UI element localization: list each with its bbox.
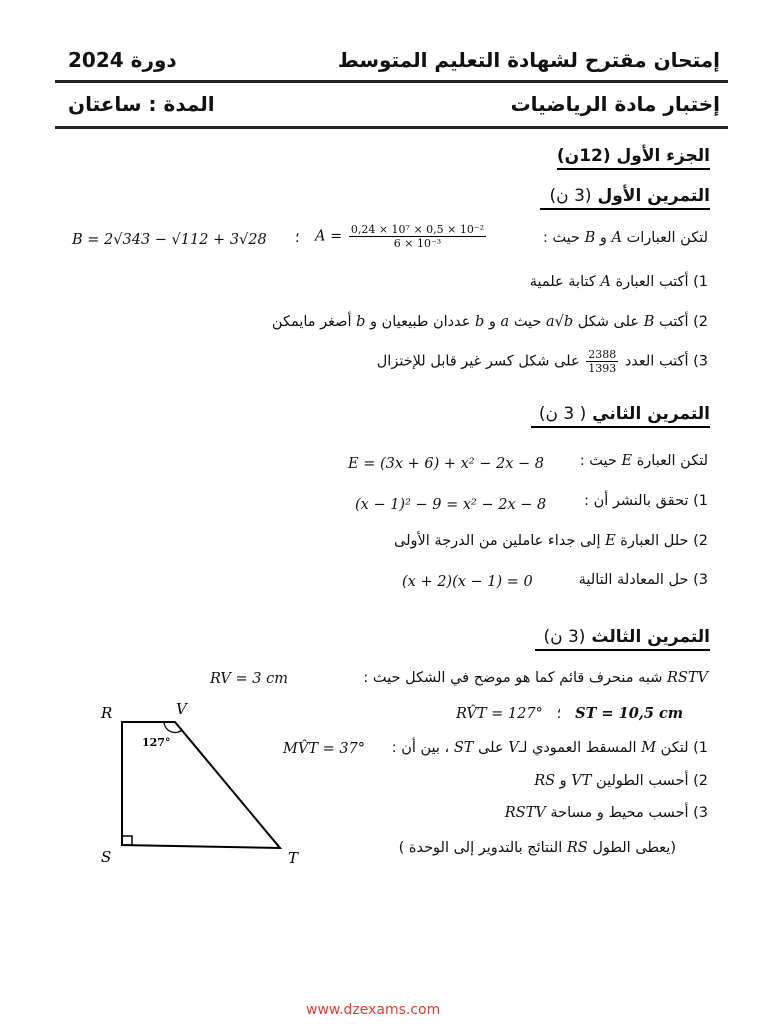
- ex2-q1: 1) تحقق بالنشر أن :: [584, 493, 708, 509]
- ex1-heading: [540, 186, 710, 210]
- ex2-points: ( 3 ن): [538, 404, 587, 424]
- ex3-q1-a: 1) لتكن: [660, 740, 708, 756]
- ex3-rv: RV = 3 cm: [210, 671, 288, 687]
- ex3-q2: [534, 773, 708, 789]
- ex3-note: [399, 840, 676, 856]
- ex1-q3: [377, 348, 708, 375]
- ex1-points: (3 ن): [549, 186, 592, 206]
- ex1-title: التمرين الأول: [597, 186, 710, 206]
- ex1-expr-b: B = 2√343 − √112 + 3√28: [72, 232, 267, 248]
- ex3-shape: RSTV: [667, 670, 708, 686]
- ex2-expr-e: E = (3x + 6) + x² − 2x − 8: [348, 456, 544, 472]
- ex2-q1-expr: (x − 1)² − 9 = x² − 2x − 8: [355, 497, 547, 513]
- ex3-title: التمرين الثالث: [591, 627, 710, 647]
- ex2-q2-end: إلى جداء عاملين من الدرجة الأولى: [394, 533, 601, 549]
- ex3-q1-expr: MV̂T = 37°: [283, 741, 366, 757]
- ex1-q3-num: 2388: [588, 348, 617, 361]
- exam-session: دورة 2024: [68, 48, 177, 72]
- ex1-q2-end: أصغر مايمكن: [271, 314, 352, 330]
- ex1-q2-form: a√b: [546, 314, 574, 330]
- ex3-intro-line: [363, 670, 708, 686]
- ex3-note-b: النتائج بالتدوير إلى الوحدة ): [398, 840, 563, 856]
- vertex-r: R: [101, 704, 113, 722]
- header-divider-2: [55, 126, 728, 129]
- ex1-q2-mid: على شكل: [577, 314, 640, 330]
- ex3-sep: ؛: [556, 706, 562, 722]
- ex1-a-num: 0,24 × 10⁷ × 0,5 × 10⁻²: [350, 223, 485, 236]
- ex1-q2-text: 2) أكتب: [658, 314, 708, 330]
- ex1-q2: [272, 314, 708, 330]
- ex2-q2-var: E: [605, 533, 616, 549]
- ex1-a-fraction: [349, 223, 486, 250]
- exam-title: إمتحان مقترح لشهادة التعليم المتوسط: [337, 48, 720, 72]
- ex2-q3: 3) حل المعادلة التالية: [578, 572, 708, 588]
- ex3-q2-and: و: [559, 773, 567, 789]
- ex3-q1-c: على: [478, 740, 504, 756]
- ex3-intro: شبه منحرف قائم كما هو موضح في الشكل حيث :: [363, 670, 663, 686]
- ex1-var-b: B: [584, 230, 596, 246]
- ex2-q2-text: 2) حلل العبارة: [620, 533, 708, 549]
- ex3-q3-shape: RSTV: [504, 805, 546, 821]
- ex2-title: التمرين الثاني: [592, 404, 710, 424]
- ex1-q2-and: و: [488, 314, 496, 330]
- ex3-q1-d: ، بين أن :: [391, 740, 450, 756]
- ex1-sep: ؛: [295, 230, 300, 246]
- ex1-and: و: [599, 230, 607, 246]
- ex1-q2-mid3: عددان طبيعيان و: [370, 314, 471, 330]
- right-angle-mark: [122, 836, 132, 845]
- ex3-q1-st: ST: [453, 740, 474, 756]
- ex1-q3-den: 1393: [588, 362, 617, 375]
- ex3-points: (3 ن): [543, 627, 586, 647]
- ex2-heading: [531, 404, 710, 428]
- header-divider: [55, 80, 728, 83]
- ex2-var-e: E: [621, 453, 633, 469]
- ex1-a-lhs: A =: [315, 228, 343, 245]
- ex1-q2-b2: b: [356, 314, 366, 330]
- ex1-where: حيث :: [542, 230, 581, 246]
- ex1-expr-a: [315, 223, 488, 250]
- ex3-q1-b: المسقط العمودي لـ: [518, 740, 637, 756]
- ex1-a-den: 6 × 10⁻³: [393, 237, 442, 250]
- ex3-angle: RV̂T = 127°: [456, 706, 543, 722]
- ex3-st: ST = 10,5 cm: [575, 705, 684, 722]
- ex1-q3-end: على شكل كسر غير قابل للإختزال: [376, 353, 580, 370]
- ex3-q2-text: 2) أحسب الطولين: [596, 773, 708, 789]
- ex3-q1-v: V: [508, 740, 519, 756]
- ex3-q1: [392, 740, 708, 756]
- ex1-q2-mid2: حيث: [513, 314, 542, 330]
- ex3-note-rs: RS: [566, 840, 588, 856]
- part1-title: الجزء الأول (12ن): [557, 146, 710, 170]
- ex3-note-a: (يعطى الطول: [592, 840, 676, 856]
- ex1-q2-var: B: [643, 314, 655, 330]
- angle-label: 127°: [142, 736, 171, 749]
- ex1-q1-var: A: [600, 274, 611, 290]
- vertex-s: S: [101, 848, 112, 866]
- ex3-q2-vt: VT: [571, 773, 592, 789]
- ex1-q1-end: كتابة علمية: [529, 274, 596, 290]
- vertex-t: T: [288, 849, 299, 867]
- ex3-q3: [505, 805, 708, 821]
- ex2-q2: [394, 533, 708, 549]
- ex3-given-line: [456, 705, 683, 722]
- ex1-intro-line: [543, 230, 708, 246]
- ex3-heading: [535, 627, 710, 651]
- footer-website-link[interactable]: www.dzexams.com: [306, 1002, 441, 1018]
- ex1-var-a: A: [611, 230, 623, 246]
- exam-duration: المدة : ساعتان: [68, 92, 215, 116]
- ex1-intro: لتكن العبارات: [626, 230, 708, 246]
- ex2-intro-line: [580, 453, 708, 469]
- ex1-q3-text: 3) أكتب العدد: [624, 353, 708, 370]
- ex3-q1-m: M: [641, 740, 657, 756]
- trapezoid-figure: [95, 695, 310, 875]
- ex2-where: حيث :: [579, 453, 617, 469]
- ex1-q2-a: a: [500, 314, 510, 330]
- exam-subject: إختبار مادة الرياضيات: [510, 92, 720, 116]
- ex2-intro: لتكن العبارة: [636, 453, 708, 469]
- ex1-q1-text: 1) أكتب العبارة: [615, 274, 708, 290]
- ex1-q3-fraction: [586, 348, 618, 375]
- ex2-q3-expr: (x + 2)(x − 1) = 0: [402, 574, 533, 590]
- vertex-v: V: [176, 700, 187, 718]
- ex1-q2-b: b: [475, 314, 485, 330]
- ex3-q3-text: 3) أحسب محيط و مساحة: [550, 805, 708, 821]
- ex3-q2-rs: RS: [534, 773, 556, 789]
- ex1-q1: [530, 274, 708, 290]
